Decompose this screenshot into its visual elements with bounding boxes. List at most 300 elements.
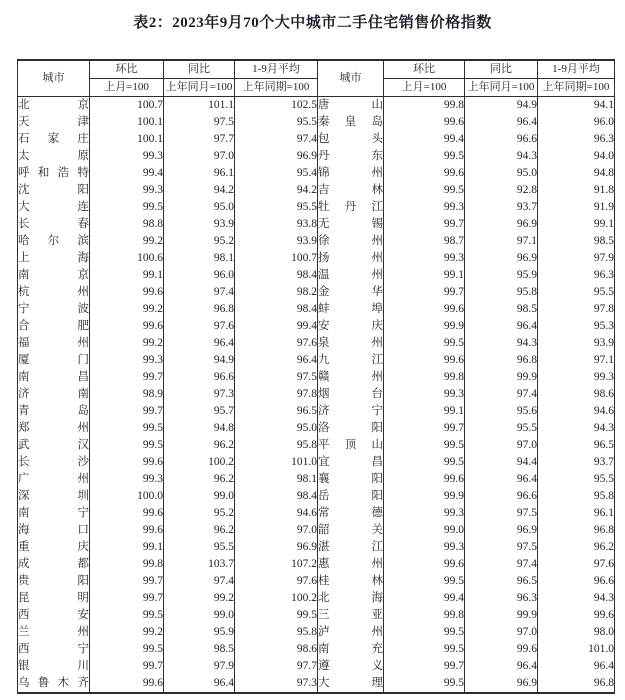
- city-name-right: 北海: [318, 590, 384, 607]
- city-name-left: 呼和浩特: [18, 165, 90, 182]
- yoy-value-right: 97.1: [465, 233, 538, 250]
- city-name-right: 金华: [318, 284, 384, 301]
- city-name-right: 遵义: [318, 658, 384, 675]
- avg-value-left: 98.4: [235, 301, 318, 318]
- header-avg-base-left: 上年同期=100: [235, 78, 318, 96]
- city-name-left: 长春: [18, 216, 90, 233]
- header-city-left: 城市: [18, 60, 90, 96]
- avg-value-left: 96.9: [235, 539, 318, 556]
- yoy-value-left: 98.5: [164, 641, 235, 658]
- avg-value-right: 96.6: [538, 573, 615, 590]
- avg-value-left: 99.4: [235, 318, 318, 335]
- mom-value-right: 99.5: [384, 454, 465, 471]
- avg-value-right: 91.8: [538, 182, 615, 199]
- avg-value-right: 97.9: [538, 250, 615, 267]
- avg-value-left: 97.6: [235, 335, 318, 352]
- mom-value-left: 99.7: [90, 658, 164, 675]
- city-name-right: 无锡: [318, 216, 384, 233]
- avg-value-left: 95.0: [235, 420, 318, 437]
- mom-value-left: 99.3: [90, 352, 164, 369]
- yoy-value-left: 103.7: [164, 556, 235, 573]
- avg-value-left: 97.8: [235, 386, 318, 403]
- mom-value-right: 99.8: [384, 607, 465, 624]
- table-row: [18, 250, 615, 267]
- mom-value-left: 99.3: [90, 471, 164, 488]
- mom-value-right: 99.3: [384, 199, 465, 216]
- yoy-value-left: 97.5: [164, 114, 235, 131]
- avg-value-left: 93.8: [235, 216, 318, 233]
- yoy-value-right: 97.0: [465, 624, 538, 641]
- mom-value-left: 100.1: [90, 131, 164, 148]
- city-name-left: 武汉: [18, 437, 90, 454]
- city-name-right: 惠州: [318, 556, 384, 573]
- table-row: [18, 488, 615, 505]
- header-mom-left: 环比: [90, 60, 164, 78]
- mom-value-left: 98.9: [90, 386, 164, 403]
- city-name-left: 厦门: [18, 352, 90, 369]
- yoy-value-right: 96.6: [465, 488, 538, 505]
- avg-value-left: 98.2: [235, 284, 318, 301]
- yoy-value-left: 97.7: [164, 131, 235, 148]
- avg-value-right: 99.3: [538, 369, 615, 386]
- yoy-value-right: 94.3: [465, 335, 538, 352]
- avg-value-left: 95.5: [235, 114, 318, 131]
- header-yoy-left: 同比: [164, 60, 235, 78]
- yoy-value-left: 96.1: [164, 165, 235, 182]
- avg-value-left: 98.1: [235, 471, 318, 488]
- avg-value-right: 97.8: [538, 301, 615, 318]
- table-row: [18, 420, 615, 437]
- yoy-value-right: 97.4: [465, 386, 538, 403]
- mom-value-right: 99.7: [384, 658, 465, 675]
- city-name-right: 安庆: [318, 318, 384, 335]
- mom-value-left: 99.2: [90, 335, 164, 352]
- city-name-right: 徐州: [318, 233, 384, 250]
- avg-value-left: 100.2: [235, 590, 318, 607]
- city-name-left: 哈尔滨: [18, 233, 90, 250]
- city-name-left: 太原: [18, 148, 90, 165]
- city-name-right: 九江: [318, 352, 384, 369]
- yoy-value-left: 97.4: [164, 284, 235, 301]
- mom-value-left: 99.8: [90, 556, 164, 573]
- avg-value-right: 94.3: [538, 590, 615, 607]
- mom-value-right: 98.7: [384, 233, 465, 250]
- mom-value-right: 99.5: [384, 437, 465, 454]
- header-row-base: [18, 78, 615, 96]
- city-name-left: 重庆: [18, 539, 90, 556]
- city-name-left: 银川: [18, 658, 90, 675]
- city-name-left: 昆明: [18, 590, 90, 607]
- city-name-left: 长沙: [18, 454, 90, 471]
- avg-value-right: 95.8: [538, 488, 615, 505]
- header-mom-right: 环比: [384, 60, 465, 78]
- table-row: [18, 369, 615, 386]
- avg-value-right: 96.3: [538, 267, 615, 284]
- table-row: [18, 267, 615, 284]
- yoy-value-left: 99.0: [164, 607, 235, 624]
- yoy-value-right: 94.9: [465, 96, 538, 114]
- mom-value-left: 99.3: [90, 182, 164, 199]
- header-yoy-right: 同比: [465, 60, 538, 78]
- avg-value-left: 95.8: [235, 624, 318, 641]
- mom-value-left: 100.7: [90, 96, 164, 114]
- table-row: [18, 454, 615, 471]
- city-name-right: 泸州: [318, 624, 384, 641]
- avg-value-left: 99.5: [235, 607, 318, 624]
- city-name-right: 唐山: [318, 96, 384, 114]
- mom-value-right: 99.5: [384, 148, 465, 165]
- yoy-value-left: 96.2: [164, 522, 235, 539]
- yoy-value-left: 96.4: [164, 675, 235, 693]
- mom-value-left: 99.2: [90, 624, 164, 641]
- city-name-right: 襄阳: [318, 471, 384, 488]
- yoy-value-left: 94.9: [164, 352, 235, 369]
- mom-value-left: 99.1: [90, 539, 164, 556]
- table-row: [18, 199, 615, 216]
- mom-value-left: 99.6: [90, 318, 164, 335]
- city-name-right: 岳阳: [318, 488, 384, 505]
- mom-value-right: 99.5: [384, 675, 465, 693]
- yoy-value-right: 95.6: [465, 403, 538, 420]
- yoy-value-left: 96.8: [164, 301, 235, 318]
- header-avg-base-right: 上年同期=100: [538, 78, 615, 96]
- city-name-right: 三亚: [318, 607, 384, 624]
- yoy-value-left: 97.6: [164, 318, 235, 335]
- city-name-left: 福州: [18, 335, 90, 352]
- table-row: [18, 335, 615, 352]
- mom-value-right: 99.1: [384, 403, 465, 420]
- avg-value-right: 101.0: [538, 641, 615, 658]
- city-name-right: 扬州: [318, 250, 384, 267]
- avg-value-right: 97.1: [538, 352, 615, 369]
- city-name-right: 吉林: [318, 182, 384, 199]
- city-name-left: 济南: [18, 386, 90, 403]
- city-name-left: 天津: [18, 114, 90, 131]
- yoy-value-left: 96.2: [164, 437, 235, 454]
- avg-value-left: 100.7: [235, 250, 318, 267]
- mom-value-left: 99.7: [90, 369, 164, 386]
- table-row: [18, 471, 615, 488]
- avg-value-right: 94.6: [538, 403, 615, 420]
- avg-value-left: 97.6: [235, 573, 318, 590]
- avg-value-right: 96.8: [538, 522, 615, 539]
- city-name-right: 南充: [318, 641, 384, 658]
- yoy-value-left: 95.9: [164, 624, 235, 641]
- avg-value-left: 97.4: [235, 131, 318, 148]
- yoy-value-left: 93.9: [164, 216, 235, 233]
- avg-value-right: 99.1: [538, 216, 615, 233]
- avg-value-right: 95.3: [538, 318, 615, 335]
- mom-value-right: 99.9: [384, 318, 465, 335]
- city-name-right: 湛江: [318, 539, 384, 556]
- mom-value-left: 99.6: [90, 675, 164, 693]
- avg-value-left: 95.8: [235, 437, 318, 454]
- yoy-value-right: 96.6: [465, 131, 538, 148]
- yoy-value-right: 94.3: [465, 148, 538, 165]
- avg-value-right: 96.0: [538, 114, 615, 131]
- avg-value-right: 96.5: [538, 437, 615, 454]
- yoy-value-right: 97.5: [465, 505, 538, 522]
- mom-value-right: 99.4: [384, 131, 465, 148]
- yoy-value-left: 95.2: [164, 505, 235, 522]
- table-row: [18, 590, 615, 607]
- yoy-value-left: 95.0: [164, 199, 235, 216]
- city-name-left: 南昌: [18, 369, 90, 386]
- table-row: [18, 556, 615, 573]
- yoy-value-right: 97.5: [465, 539, 538, 556]
- avg-value-right: 96.8: [538, 675, 615, 693]
- avg-value-right: 96.1: [538, 505, 615, 522]
- city-name-left: 南宁: [18, 505, 90, 522]
- header-avg-right: 1-9月平均: [538, 60, 615, 78]
- table-row: [18, 624, 615, 641]
- table-row: [18, 301, 615, 318]
- yoy-value-left: 95.2: [164, 233, 235, 250]
- mom-value-right: 99.6: [384, 556, 465, 573]
- table-row: [18, 216, 615, 233]
- city-name-left: 乌鲁木齐: [18, 675, 90, 693]
- mom-value-left: 99.4: [90, 165, 164, 182]
- header-row-main: [18, 60, 615, 78]
- mom-value-left: 99.1: [90, 267, 164, 284]
- table-row: [18, 233, 615, 250]
- avg-value-right: 96.2: [538, 539, 615, 556]
- mom-value-left: 99.3: [90, 148, 164, 165]
- mom-value-left: 99.2: [90, 301, 164, 318]
- mom-value-right: 99.4: [384, 590, 465, 607]
- header-mom-base-right: 上月=100: [384, 78, 465, 96]
- mom-value-right: 99.6: [384, 352, 465, 369]
- mom-value-right: 99.7: [384, 420, 465, 437]
- mom-value-right: 99.8: [384, 369, 465, 386]
- city-name-left: 兰州: [18, 624, 90, 641]
- yoy-value-left: 97.4: [164, 573, 235, 590]
- yoy-value-right: 94.4: [465, 454, 538, 471]
- table-row: [18, 182, 615, 199]
- table-row: [18, 522, 615, 539]
- avg-value-right: 99.6: [538, 607, 615, 624]
- table-row: [18, 539, 615, 556]
- avg-value-left: 97.0: [235, 522, 318, 539]
- mom-value-left: 99.6: [90, 284, 164, 301]
- avg-value-right: 96.4: [538, 658, 615, 675]
- table-row: [18, 318, 615, 335]
- avg-value-left: 94.6: [235, 505, 318, 522]
- table-row: [18, 386, 615, 403]
- avg-value-right: 98.5: [538, 233, 615, 250]
- city-name-right: 韶关: [318, 522, 384, 539]
- yoy-value-right: 96.4: [465, 114, 538, 131]
- mom-value-left: 100.1: [90, 114, 164, 131]
- mom-value-left: 99.7: [90, 590, 164, 607]
- city-name-right: 丹东: [318, 148, 384, 165]
- yoy-value-left: 96.6: [164, 369, 235, 386]
- yoy-value-left: 99.0: [164, 488, 235, 505]
- yoy-value-right: 95.5: [465, 420, 538, 437]
- city-name-left: 沈阳: [18, 182, 90, 199]
- city-name-right: 温州: [318, 267, 384, 284]
- yoy-value-left: 97.0: [164, 148, 235, 165]
- price-index-table: [17, 59, 615, 694]
- avg-value-left: 95.4: [235, 165, 318, 182]
- yoy-value-left: 97.9: [164, 658, 235, 675]
- yoy-value-right: 96.9: [465, 250, 538, 267]
- yoy-value-right: 97.0: [465, 437, 538, 454]
- avg-value-left: 98.4: [235, 267, 318, 284]
- table-title: 表2：2023年9月70个大中城市二手住宅销售价格指数: [133, 15, 492, 31]
- city-name-left: 贵阳: [18, 573, 90, 590]
- mom-value-right: 99.6: [384, 301, 465, 318]
- mom-value-right: 99.3: [384, 539, 465, 556]
- table-row: [18, 131, 615, 148]
- city-name-left: 合肥: [18, 318, 90, 335]
- yoy-value-right: 96.3: [465, 590, 538, 607]
- avg-value-right: 94.8: [538, 165, 615, 182]
- avg-value-left: 96.9: [235, 148, 318, 165]
- avg-value-left: 107.2: [235, 556, 318, 573]
- city-name-left: 西安: [18, 607, 90, 624]
- yoy-value-right: 96.4: [465, 658, 538, 675]
- city-name-left: 广州: [18, 471, 90, 488]
- table-row: [18, 607, 615, 624]
- city-name-right: 平顶山: [318, 437, 384, 454]
- avg-value-left: 101.0: [235, 454, 318, 471]
- avg-value-right: 94.3: [538, 420, 615, 437]
- city-name-right: 洛阳: [318, 420, 384, 437]
- avg-value-right: 96.3: [538, 131, 615, 148]
- mom-value-left: 99.6: [90, 454, 164, 471]
- mom-value-left: 99.5: [90, 641, 164, 658]
- avg-value-left: 97.7: [235, 658, 318, 675]
- avg-value-right: 95.5: [538, 471, 615, 488]
- mom-value-right: 99.9: [384, 488, 465, 505]
- city-name-left: 成都: [18, 556, 90, 573]
- avg-value-left: 97.5: [235, 369, 318, 386]
- table-row: [18, 675, 615, 693]
- city-name-right: 锦州: [318, 165, 384, 182]
- avg-value-left: 98.4: [235, 488, 318, 505]
- yoy-value-right: 95.9: [465, 267, 538, 284]
- mom-value-right: 99.5: [384, 335, 465, 352]
- city-name-right: 赣州: [318, 369, 384, 386]
- city-name-left: 深圳: [18, 488, 90, 505]
- mom-value-left: 99.2: [90, 233, 164, 250]
- table-row: [18, 114, 615, 131]
- mom-value-right: 99.7: [384, 284, 465, 301]
- city-name-left: 大连: [18, 199, 90, 216]
- mom-value-right: 99.1: [384, 267, 465, 284]
- table-row: [18, 658, 615, 675]
- city-name-left: 上海: [18, 250, 90, 267]
- yoy-value-left: 94.2: [164, 182, 235, 199]
- table-row: [18, 96, 615, 114]
- city-name-right: 大理: [318, 675, 384, 693]
- table-row: [18, 437, 615, 454]
- city-name-right: 宜昌: [318, 454, 384, 471]
- yoy-value-right: 96.8: [465, 352, 538, 369]
- yoy-value-left: 96.2: [164, 471, 235, 488]
- yoy-value-left: 100.2: [164, 454, 235, 471]
- yoy-value-right: 96.9: [465, 675, 538, 693]
- avg-value-left: 95.5: [235, 199, 318, 216]
- avg-value-right: 95.5: [538, 284, 615, 301]
- yoy-value-right: 99.6: [465, 641, 538, 658]
- avg-value-left: 94.2: [235, 182, 318, 199]
- header-mom-base-left: 上月=100: [90, 78, 164, 96]
- mom-value-left: 99.7: [90, 403, 164, 420]
- mom-value-right: 99.6: [384, 471, 465, 488]
- yoy-value-left: 97.3: [164, 386, 235, 403]
- yoy-value-right: 96.4: [465, 318, 538, 335]
- yoy-value-right: 96.9: [465, 522, 538, 539]
- mom-value-right: 99.5: [384, 641, 465, 658]
- avg-value-right: 93.7: [538, 454, 615, 471]
- mom-value-right: 99.0: [384, 522, 465, 539]
- table-row: [18, 148, 615, 165]
- city-name-left: 宁波: [18, 301, 90, 318]
- avg-value-right: 97.6: [538, 556, 615, 573]
- yoy-value-right: 92.8: [465, 182, 538, 199]
- city-name-right: 蚌埠: [318, 301, 384, 318]
- header-avg-left: 1-9月平均: [235, 60, 318, 78]
- avg-value-right: 98.6: [538, 386, 615, 403]
- yoy-value-right: 96.5: [465, 573, 538, 590]
- city-name-left: 南京: [18, 267, 90, 284]
- avg-value-left: 102.5: [235, 96, 318, 114]
- mom-value-right: 99.5: [384, 573, 465, 590]
- yoy-value-right: 95.0: [465, 165, 538, 182]
- table-row: [18, 403, 615, 420]
- city-name-left: 杭州: [18, 284, 90, 301]
- city-name-left: 青岛: [18, 403, 90, 420]
- table-row: [18, 505, 615, 522]
- city-name-left: 西宁: [18, 641, 90, 658]
- avg-value-left: 97.3: [235, 675, 318, 693]
- city-name-right: 牡丹江: [318, 199, 384, 216]
- yoy-value-left: 96.4: [164, 335, 235, 352]
- mom-value-left: 99.6: [90, 522, 164, 539]
- city-name-left: 石家庄: [18, 131, 90, 148]
- yoy-value-right: 96.9: [465, 216, 538, 233]
- avg-value-right: 91.9: [538, 199, 615, 216]
- table-header: [18, 60, 615, 96]
- yoy-value-right: 99.9: [465, 369, 538, 386]
- mom-value-right: 99.5: [384, 624, 465, 641]
- mom-value-right: 99.3: [384, 386, 465, 403]
- avg-value-right: 98.0: [538, 624, 615, 641]
- city-name-right: 包头: [318, 131, 384, 148]
- yoy-value-right: 97.4: [465, 556, 538, 573]
- avg-value-left: 93.9: [235, 233, 318, 250]
- city-name-left: 海口: [18, 522, 90, 539]
- yoy-value-left: 101.1: [164, 96, 235, 114]
- yoy-value-right: 98.5: [465, 301, 538, 318]
- yoy-value-left: 95.5: [164, 539, 235, 556]
- mom-value-right: 99.5: [384, 182, 465, 199]
- mom-value-left: 99.7: [90, 573, 164, 590]
- yoy-value-left: 98.1: [164, 250, 235, 267]
- mom-value-right: 99.8: [384, 96, 465, 114]
- table-row: [18, 573, 615, 590]
- yoy-value-left: 99.2: [164, 590, 235, 607]
- mom-value-left: 99.5: [90, 420, 164, 437]
- table-body: [18, 96, 615, 693]
- city-name-right: 秦皇岛: [318, 114, 384, 131]
- avg-value-left: 98.6: [235, 641, 318, 658]
- mom-value-left: 99.5: [90, 437, 164, 454]
- mom-value-left: 100.6: [90, 250, 164, 267]
- yoy-value-left: 94.8: [164, 420, 235, 437]
